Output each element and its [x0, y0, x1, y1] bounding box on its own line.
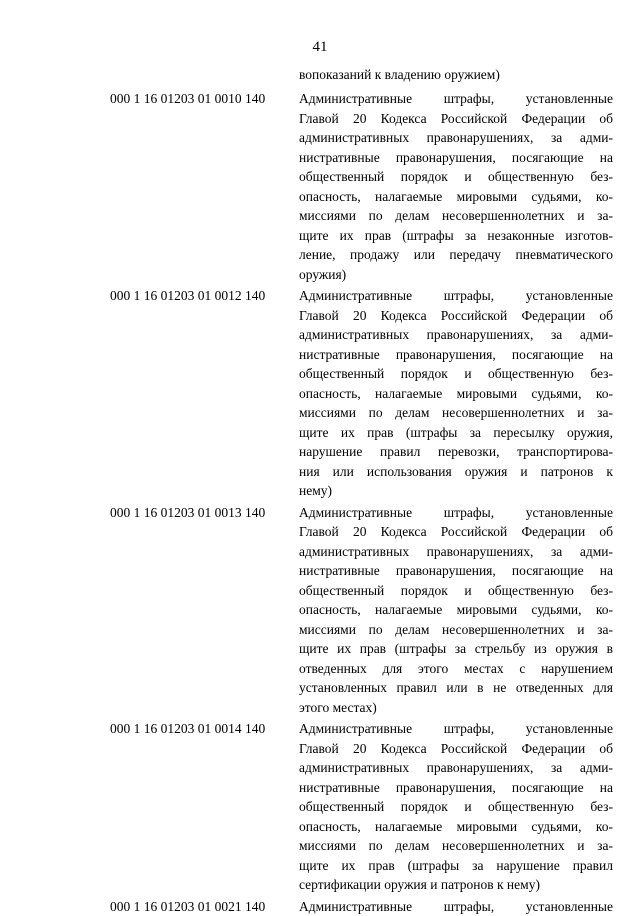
continuation-line: вопоказаний к владению оружием): [299, 67, 500, 82]
budget-code: 000 1 16 01203 01 0012 140: [110, 288, 266, 303]
description-line: общественный порядок и общественную без-: [299, 169, 613, 184]
description-line: ление, продажу или передачу пневматического: [299, 247, 613, 262]
description-line: Главой 20 Кодекса Российской Федерации об: [299, 110, 613, 126]
description-line: нему): [299, 483, 333, 498]
description-line: нистративные правонарушения, посягающие на: [299, 563, 613, 578]
budget-code: 000 1 16 01203 01 0014 140: [110, 721, 266, 736]
description-line: Административные штрафы, установленные: [299, 91, 613, 106]
description-line: миссиями по делам несовершеннолетних и за-: [299, 621, 613, 637]
description-line: щите их прав (штрафы за пересылку оружия,: [299, 424, 613, 440]
budget-code: 000 1 16 01203 01 0021 140: [110, 898, 266, 914]
description-line: опасность, налагаемые мировыми судьями, ко-: [299, 818, 613, 834]
description-line: общественный порядок и общественную без-: [299, 366, 613, 381]
budget-code: 000 1 16 01203 01 0013 140: [110, 504, 266, 520]
description-line: отведенных для этого местах с нарушением: [299, 660, 613, 676]
description-line: нистративные правонарушения, посягающие на: [299, 779, 613, 795]
description-line: нистративные правонарушения, посягающие на: [299, 346, 613, 362]
description-line: ния или использования оружия и патронов к: [299, 463, 613, 479]
budget-code: 000 1 16 01203 01 0010 140: [110, 91, 266, 106]
description-line: миссиями по делам несовершеннолетних и за-: [299, 838, 613, 853]
description-line: опасность, налагаемые мировыми судьями, ко-: [299, 188, 613, 204]
description-line: нарушение правил перевозки, транспортирова-: [299, 444, 613, 459]
description-line: сертификации оружия и патронов к нему): [299, 877, 540, 892]
description-line: Административные штрафы, установленные: [299, 504, 613, 520]
description-line: Главой 20 Кодекса Российской Федерации об: [299, 740, 613, 756]
description-line: этого местах): [299, 699, 377, 715]
description-line: щите их прав (штрафы за незаконные изготов-: [299, 227, 613, 243]
description-line: Административные штрафы, установленные: [299, 721, 613, 736]
description-line: административных правонарушениях, за адми-: [299, 130, 613, 145]
description-line: нистративные правонарушения, посягающие на: [299, 149, 613, 165]
description-line: Главой 20 Кодекса Российской Федерации об: [299, 307, 613, 323]
description-line: Главой 20 Кодекса Российской Федерации об: [299, 524, 613, 539]
description-line: миссиями по делам несовершеннолетних и за-: [299, 405, 613, 420]
description-line: административных правонарушениях, за адми-: [299, 543, 613, 559]
page-number: 41: [312, 39, 328, 55]
description-line: опасность, налагаемые мировыми судьями, ко-: [299, 602, 613, 617]
description-line: щите их прав (штрафы за стрельбу из оружия в: [299, 641, 613, 656]
description-line: Административные штрафы, установленные: [299, 898, 613, 914]
description-line: административных правонарушениях, за адми-: [299, 760, 613, 775]
description-line: Административные штрафы, установленные: [299, 288, 613, 303]
description-line: общественный порядок и общественную без-: [299, 799, 613, 814]
description-line: щите их прав (штрафы за нарушение правил: [299, 857, 613, 873]
description-line: опасность, налагаемые мировыми судьями, ко-: [299, 385, 613, 401]
description-line: общественный порядок и общественную без-: [299, 582, 613, 598]
description-line: оружия): [299, 266, 347, 282]
description-line: миссиями по делам несовершеннолетних и за-: [299, 208, 613, 223]
description-line: установленных правил или в не отведенных для: [299, 680, 613, 695]
description-line: административных правонарушениях, за адми-: [299, 327, 613, 342]
